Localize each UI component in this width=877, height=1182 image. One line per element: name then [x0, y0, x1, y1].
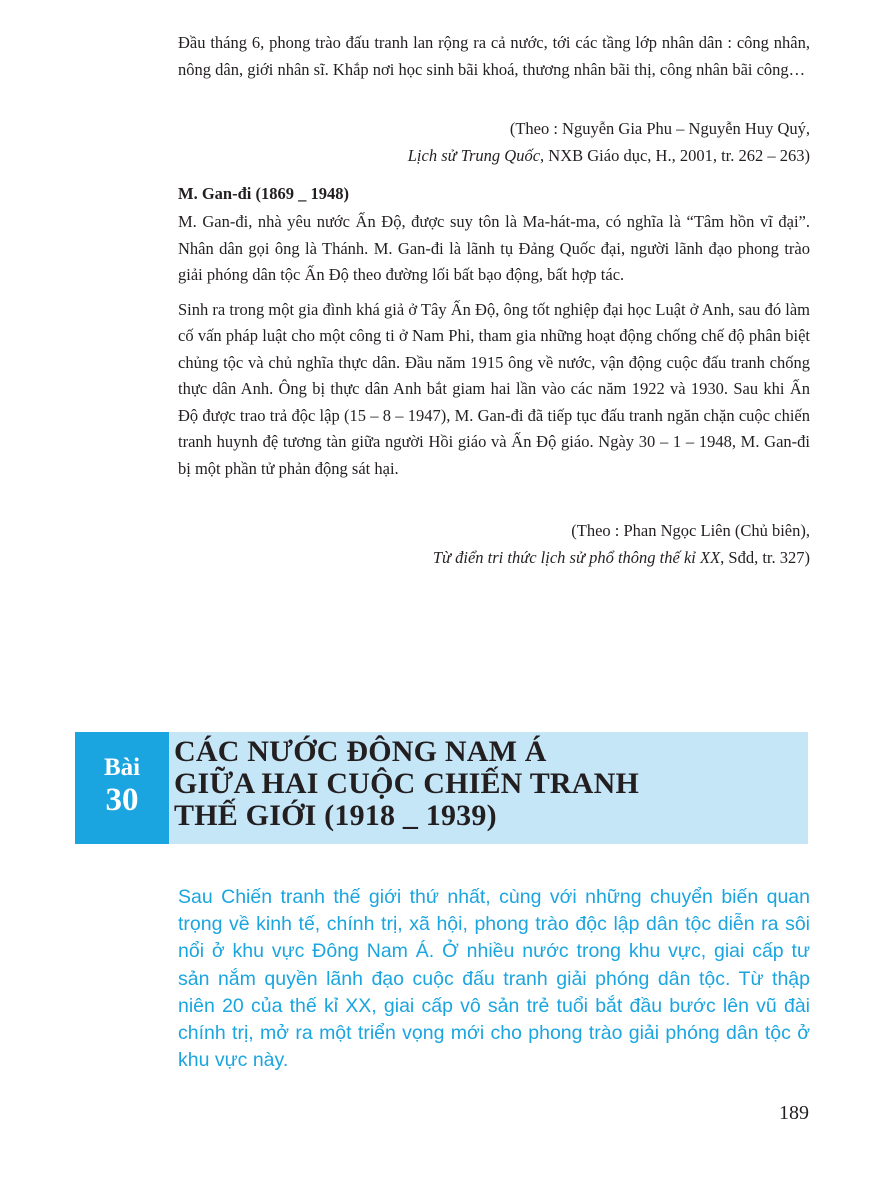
lesson-title [174, 736, 804, 832]
source-1-line-2 [178, 143, 810, 170]
source-2-line-1: (Theo : Phan Ngọc Liên (Chủ biên), [571, 521, 810, 540]
source-citation-2 [178, 518, 810, 571]
lesson-title-line-2: GIỮA HAI CUỘC CHIẾN TRANH [174, 767, 640, 800]
biography-paragraph-1: M. Gan-đi, nhà yêu nước Ấn Độ, được suy tôn là Ma-hát-ma, có nghĩa là “Tâm hồn vĩ đại”. Nhân dân gọi ông là Thánh. M. Gan-đi là lãnh tụ Đảng Quốc đại, người lãnh đạo phong trào giải phóng dân tộc Ấn Độ theo đường lối bất bạo động, bất hợp tác. [178, 212, 810, 284]
biography-paragraph-2: Sinh ra trong một gia đình khá giả ở Tây Ấn Độ, ông tốt nghiệp đại học Luật ở Anh, sau đó làm cố vấn pháp luật cho một công ti ở Nam Phi, tham gia những hoạt động chống chế độ phân biệt chủng tộc và chủ nghĩa thực dân. Đầu năm 1915 ông về nước, vận động cuộc đấu tranh chống thực dân Anh. Ông bị thực dân Anh bắt giam hai lần vào các năm 1922 và 1930. Sau khi Ấn Độ được trao trả độc lập (15 – 8 – 1947), M. Gan-đi đã tiếp tục đấu tranh ngăn chặn cuộc chiến tranh huynh đệ tương tàn giữa người Hồi giáo và Ấn Độ giáo. Ngày 30 – 1 – 1948, M. Gan-đi bị một phần tử phản động sát hại. [178, 299, 810, 478]
lesson-title-line-1: CÁC NƯỚC ĐÔNG NAM Á [174, 735, 547, 768]
biography-section [178, 181, 810, 482]
source-2-book-title: Từ điển tri thức lịch sử phổ thông thế kỉ XX [432, 547, 721, 567]
lesson-intro-paragraph: Sau Chiến tranh thế giới thứ nhất, cùng với những chuyển biến quan trọng về kinh tế, chính trị, xã hội, phong trào độc lập dân tộc diễn ra sôi nổi ở khu vực Đông Nam Á. Ở nhiều nước trong khu vực, giai cấp tư sản nắm quyền lãnh đạo cuộc đấu tranh giải phóng dân tộc. Từ thập niên 20 của thế kỉ XX, giai cấp vô sản trẻ tuổi bắt đầu bước lên vũ đài chính trị, mở ra một triển vọng mới cho phong trào giải phóng dân tộc ở khu vực này. [178, 886, 810, 1072]
source-1-line-1: (Theo : Nguyễn Gia Phu – Nguyễn Huy Quý, [509, 119, 810, 138]
lesson-number-badge [75, 732, 169, 844]
lesson-title-line-3: THẾ GIỚI (1918 _ 1939) [174, 799, 497, 832]
source-1-details: , NXB Giáo dục, H., 2001, tr. 262 – 263) [540, 145, 810, 165]
page-number: 189 [779, 1102, 809, 1124]
source-citation-1 [178, 116, 810, 169]
quote-section [178, 30, 810, 83]
quote-paragraph: Đầu tháng 6, phong trào đấu tranh lan rộng ra cả nước, tới các tầng lớp nhân dân : công nhân, nông dân, giới nhân sĩ. Khắp nơi học sinh bãi khoá, thương nhân bãi thị, công nhân bãi công… [178, 33, 810, 79]
source-2-details: , Sđd, tr. 327) [720, 547, 810, 567]
source-1-book-title: Lịch sử Trung Quốc [407, 145, 541, 165]
lesson-number: 30 [105, 782, 139, 818]
lesson-word: Bài [103, 754, 141, 781]
biography-title: M. Gan-đi (1869 _ 1948) [178, 184, 349, 203]
source-2-line-2 [178, 545, 810, 572]
